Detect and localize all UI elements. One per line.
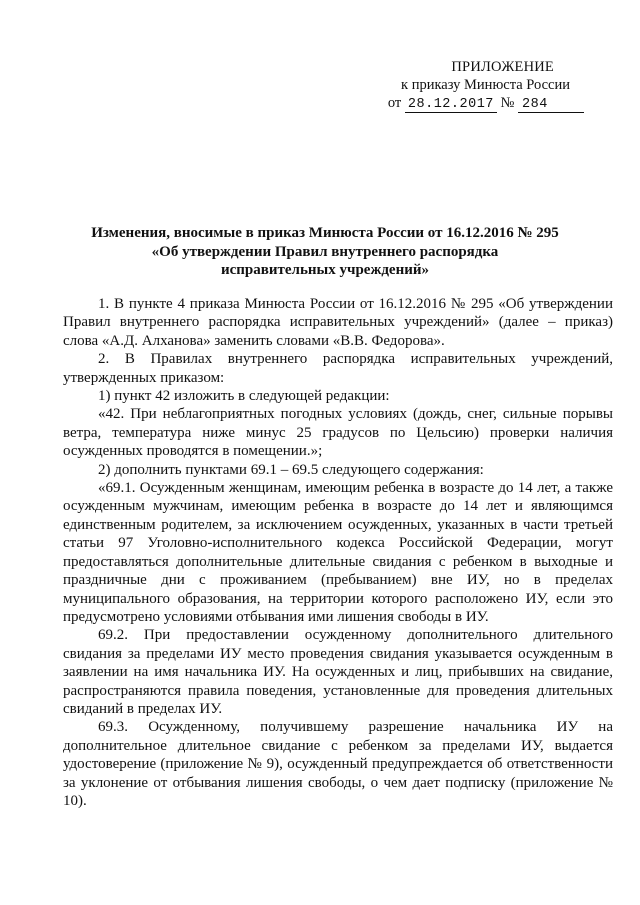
document-body <box>63 295 613 810</box>
document-title <box>70 224 580 280</box>
title-line: «Об утверждении Правил внутреннего распорядка <box>151 243 499 260</box>
paragraph: 69.2. При предоставлении осужденному дополнительного длительного свидания за пределами ИУ место проведения свидания указывается осужденным в заявлении на имя начальника ИУ. На осужденных и лиц, прибывших на свидание, распространяются правила поведения, установленные для проведения длительных свиданий в пределах ИУ. <box>63 627 613 717</box>
paragraph: 1) пункт 42 изложить в следующей редакции: <box>98 388 390 405</box>
title-line: Изменения, вносимые в приказ Минюста России от 16.12.2016 № 295 <box>91 225 559 241</box>
paragraph: 1. В пункте 4 приказа Минюста России от 16.12.2016 № 295 «Об утверждении Правил внутреннего распорядка исправительных учреждений» (далее – приказ) слова «А.Д. Алханова» заменить словами «В.В. Федорова». <box>63 296 613 349</box>
paragraph: 2) дополнить пунктами 69.1 – 69.5 следующего содержания: <box>98 461 484 478</box>
order-date: 28.12.2017 <box>405 98 497 113</box>
title-line: исправительных учреждений» <box>220 262 429 278</box>
date-prefix: от <box>387 95 402 111</box>
paragraph: «42. При неблагоприятных погодных условиях (дождь, снег, сильные порывы ветра, температура ниже минус 25 градусов по Цельсию) проверки наличия осужденных проводятся в помещении.»; <box>63 406 613 460</box>
paragraph: «69.1. Осужденным женщинам, имеющим ребенка в возрасте до 14 лет, а также осужденным мужчинам, имеющим ребенка в возрасте до 14 лет и являющимся единственным родителем, за исключением осужденных, указанных в части третьей статьи 97 Уголовно-исполнительного кодекса Российской Федерации, могут предоставляться дополнительные длительные свидания с ребенком в выходные и праздничные дни с проживанием (пребыванием) вне ИУ, но в пределах муниципального образования, на территории которого расположено ИУ, если это предусмотрено условиями отбывания ими лишения свободы в ИУ. <box>63 480 613 625</box>
order-reference: к приказу Минюста России <box>401 77 570 93</box>
appendix-label: ПРИЛОЖЕНИЕ <box>451 59 554 75</box>
appendix-header <box>344 58 584 113</box>
number-prefix: № <box>500 95 515 111</box>
paragraph: 2. В Правилах внутреннего распорядка исправительных учреждений, утвержденных приказом: <box>63 351 613 386</box>
order-number: 284 <box>518 98 584 113</box>
paragraph: 69.3. Осужденному, получившему разрешение начальника ИУ на дополнительное длительное свидание с ребенком за пределами ИУ, выдается удостоверение (приложение № 9), осужденный предупреждается об ответственности за уклонение от отбывания лишения свободы, о чем дает подписку (приложение № 10). <box>63 719 613 809</box>
date-number-line <box>344 94 584 113</box>
